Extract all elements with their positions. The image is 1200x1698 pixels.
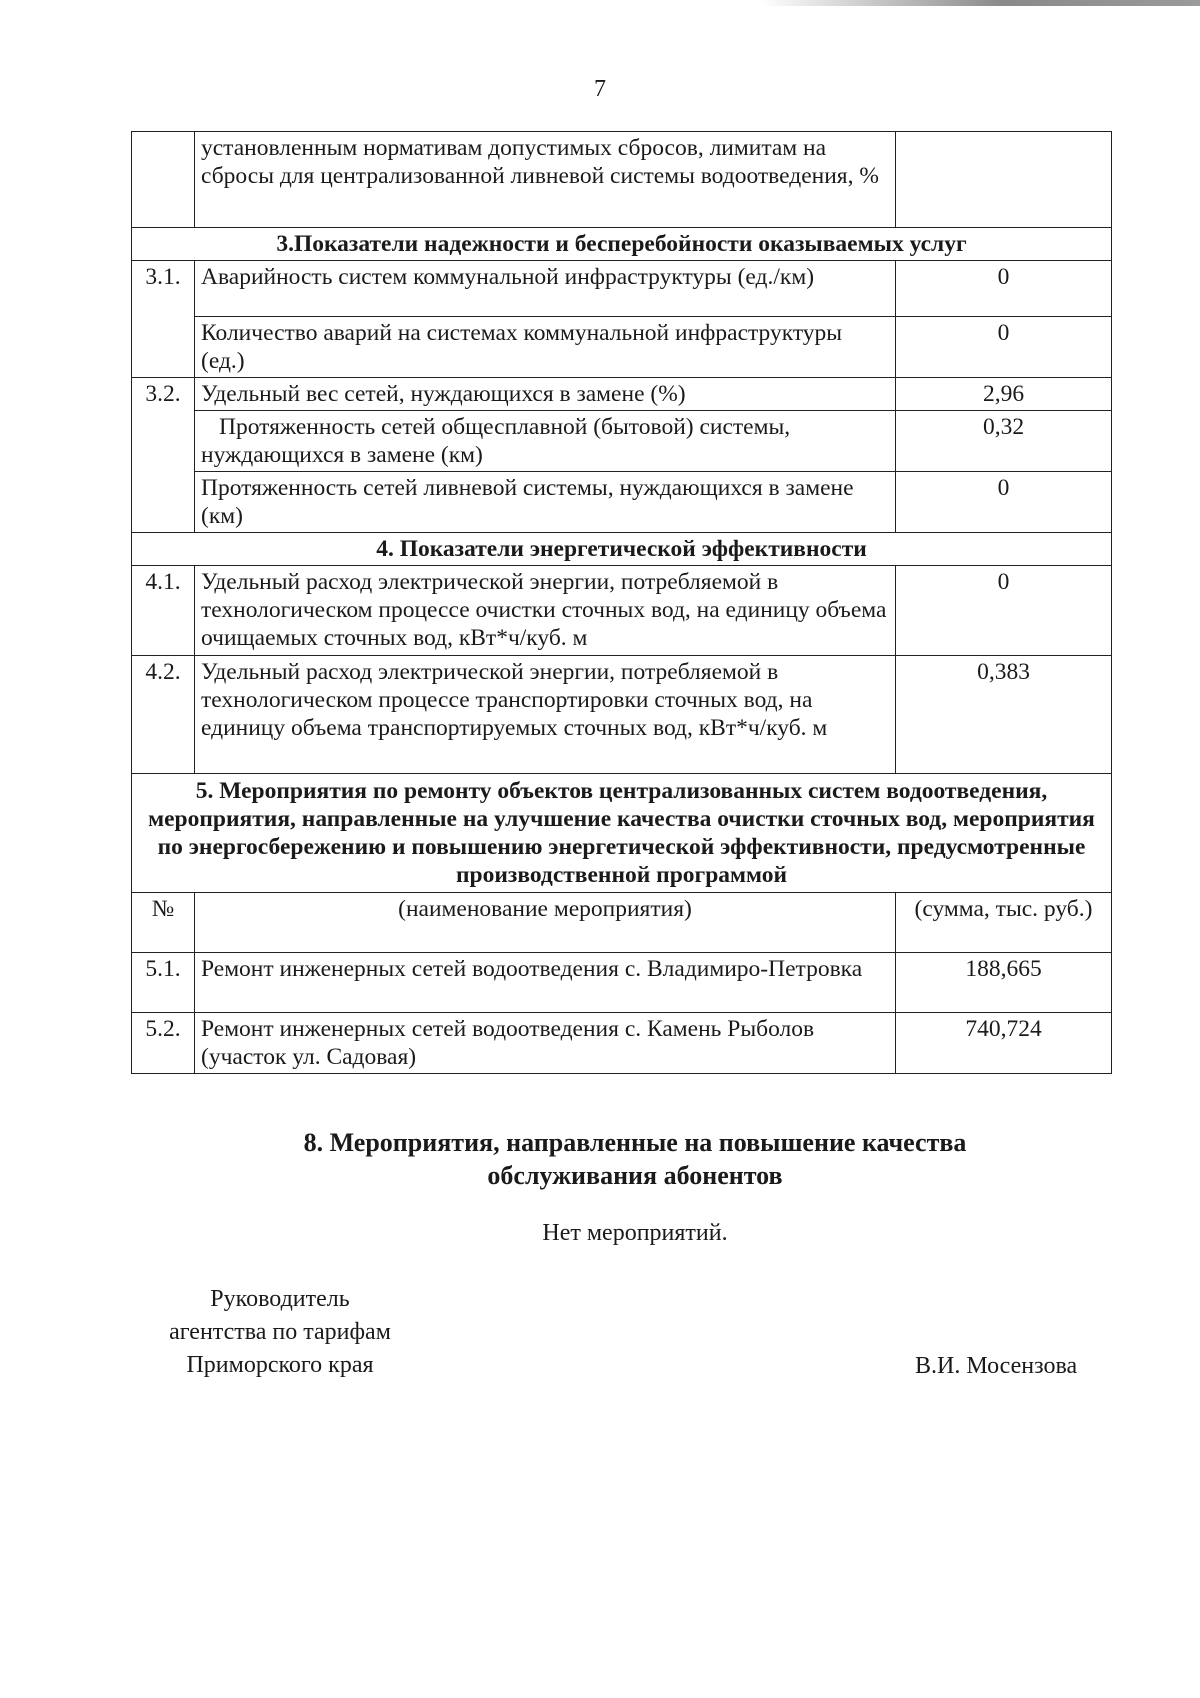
table-cell-text: Количество аварий на системах коммунальной инфраструктуры (ед.) bbox=[195, 317, 896, 378]
table-cell-num bbox=[132, 132, 195, 228]
table-cell-text: Протяженность сетей ливневой системы, нуждающихся в замене (км) bbox=[195, 472, 896, 533]
signer-position-line1: Руководитель bbox=[210, 1286, 350, 1312]
table-cell-text: Удельный расход электрической энергии, потребляемой в технологическом процессе очистки сточных вод, на единицу объема очищаемых сточных вод, кВт*ч/куб. м bbox=[195, 566, 896, 656]
row-number: 5.2. bbox=[132, 1013, 195, 1074]
table-row bbox=[132, 472, 1112, 533]
table-cell-text: Удельный расход электрической энергии, потребляемой в технологическом процессе транспортировки сточных вод, на единицу объема транспортируемых сточных вод, кВт*ч/куб. м bbox=[195, 656, 896, 774]
section-header-row bbox=[132, 533, 1112, 566]
row-number: 3.1. bbox=[132, 261, 195, 378]
table-cell-value: 188,665 bbox=[896, 953, 1112, 1013]
page-number: 7 bbox=[594, 76, 606, 102]
row-number: 4.2. bbox=[132, 656, 195, 774]
table-cell-text: установленным нормативам допустимых сбросов, лимитам на сбросы для централизованной ливневой системы водоотведения, % bbox=[195, 132, 896, 228]
section8-title-text: 8. Мероприятия, направленные на повышение качества обслуживания абонентов bbox=[303, 1128, 967, 1190]
table-cell-text: Аварийность систем коммунальной инфраструктуры (ед./км) bbox=[195, 261, 896, 317]
table-cell-text: Ремонт инженерных сетей водоотведения с. Камень Рыболов (участок ул. Садовая) bbox=[195, 1013, 896, 1074]
table-cell-value: 740,724 bbox=[896, 1013, 1112, 1074]
table-row bbox=[132, 261, 1112, 317]
signer-position-line3: Приморского края bbox=[186, 1352, 374, 1378]
table-row bbox=[132, 378, 1112, 411]
section-header-row bbox=[132, 774, 1112, 893]
table-cell-text: Удельный вес сетей, нуждающихся в замене (%) bbox=[195, 378, 896, 411]
table-cell-value: 0,32 bbox=[896, 411, 1112, 472]
table-row bbox=[132, 1013, 1112, 1074]
scan-edge-shadow bbox=[760, 0, 1200, 6]
table-row bbox=[132, 656, 1112, 774]
table-cell-value: 2,96 bbox=[896, 378, 1112, 411]
row-number: 4.1. bbox=[132, 566, 195, 656]
section4-title: 4. Показатели энергетической эффективности bbox=[132, 533, 1112, 566]
table-cell-text: Ремонт инженерных сетей водоотведения с. Владимиро-Петровка bbox=[195, 953, 896, 1013]
no-measures-text: Нет мероприятий. bbox=[542, 1220, 728, 1246]
table-cell-value: 0 bbox=[896, 566, 1112, 656]
table-cell-text: Протяженность сетей общесплавной (бытовой) системы, нуждающихся в замене (км) bbox=[195, 411, 896, 472]
table-row bbox=[132, 566, 1112, 656]
table-row bbox=[132, 132, 1112, 228]
indicators-table bbox=[131, 131, 1112, 1074]
row-number: 3.2. bbox=[132, 378, 195, 533]
table-row bbox=[132, 953, 1112, 1013]
row-number: 5.1. bbox=[132, 953, 195, 1013]
table-row bbox=[132, 317, 1112, 378]
header-num: № bbox=[132, 893, 195, 953]
table-row bbox=[132, 411, 1112, 472]
table-cell-value bbox=[896, 132, 1112, 228]
signer-name: В.И. Мосензова bbox=[915, 1353, 1078, 1379]
table-cell-value: 0 bbox=[896, 261, 1112, 317]
table-cell-value: 0 bbox=[896, 472, 1112, 533]
header-sum: (сумма, тыс. руб.) bbox=[896, 893, 1112, 953]
section5-title: 5. Мероприятия по ремонту объектов централизованных систем водоотведения, мероприятия, направленные на улучшение качества очистки сточных вод, мероприятия по энергосбережению и повышению энергетической эффективности, предусмотренные производственной программой bbox=[132, 774, 1112, 893]
signer-position bbox=[135, 1283, 425, 1382]
table-cell-value: 0 bbox=[896, 317, 1112, 378]
header-name: (наименование мероприятия) bbox=[195, 893, 896, 953]
table-cell-value: 0,383 bbox=[896, 656, 1112, 774]
table-header-row bbox=[132, 893, 1112, 953]
section3-title: 3.Показатели надежности и бесперебойности оказываемых услуг bbox=[132, 228, 1112, 261]
signer-position-line2: агентства по тарифам bbox=[169, 1319, 391, 1345]
section8-title bbox=[0, 1126, 1200, 1192]
section-header-row bbox=[132, 228, 1112, 261]
